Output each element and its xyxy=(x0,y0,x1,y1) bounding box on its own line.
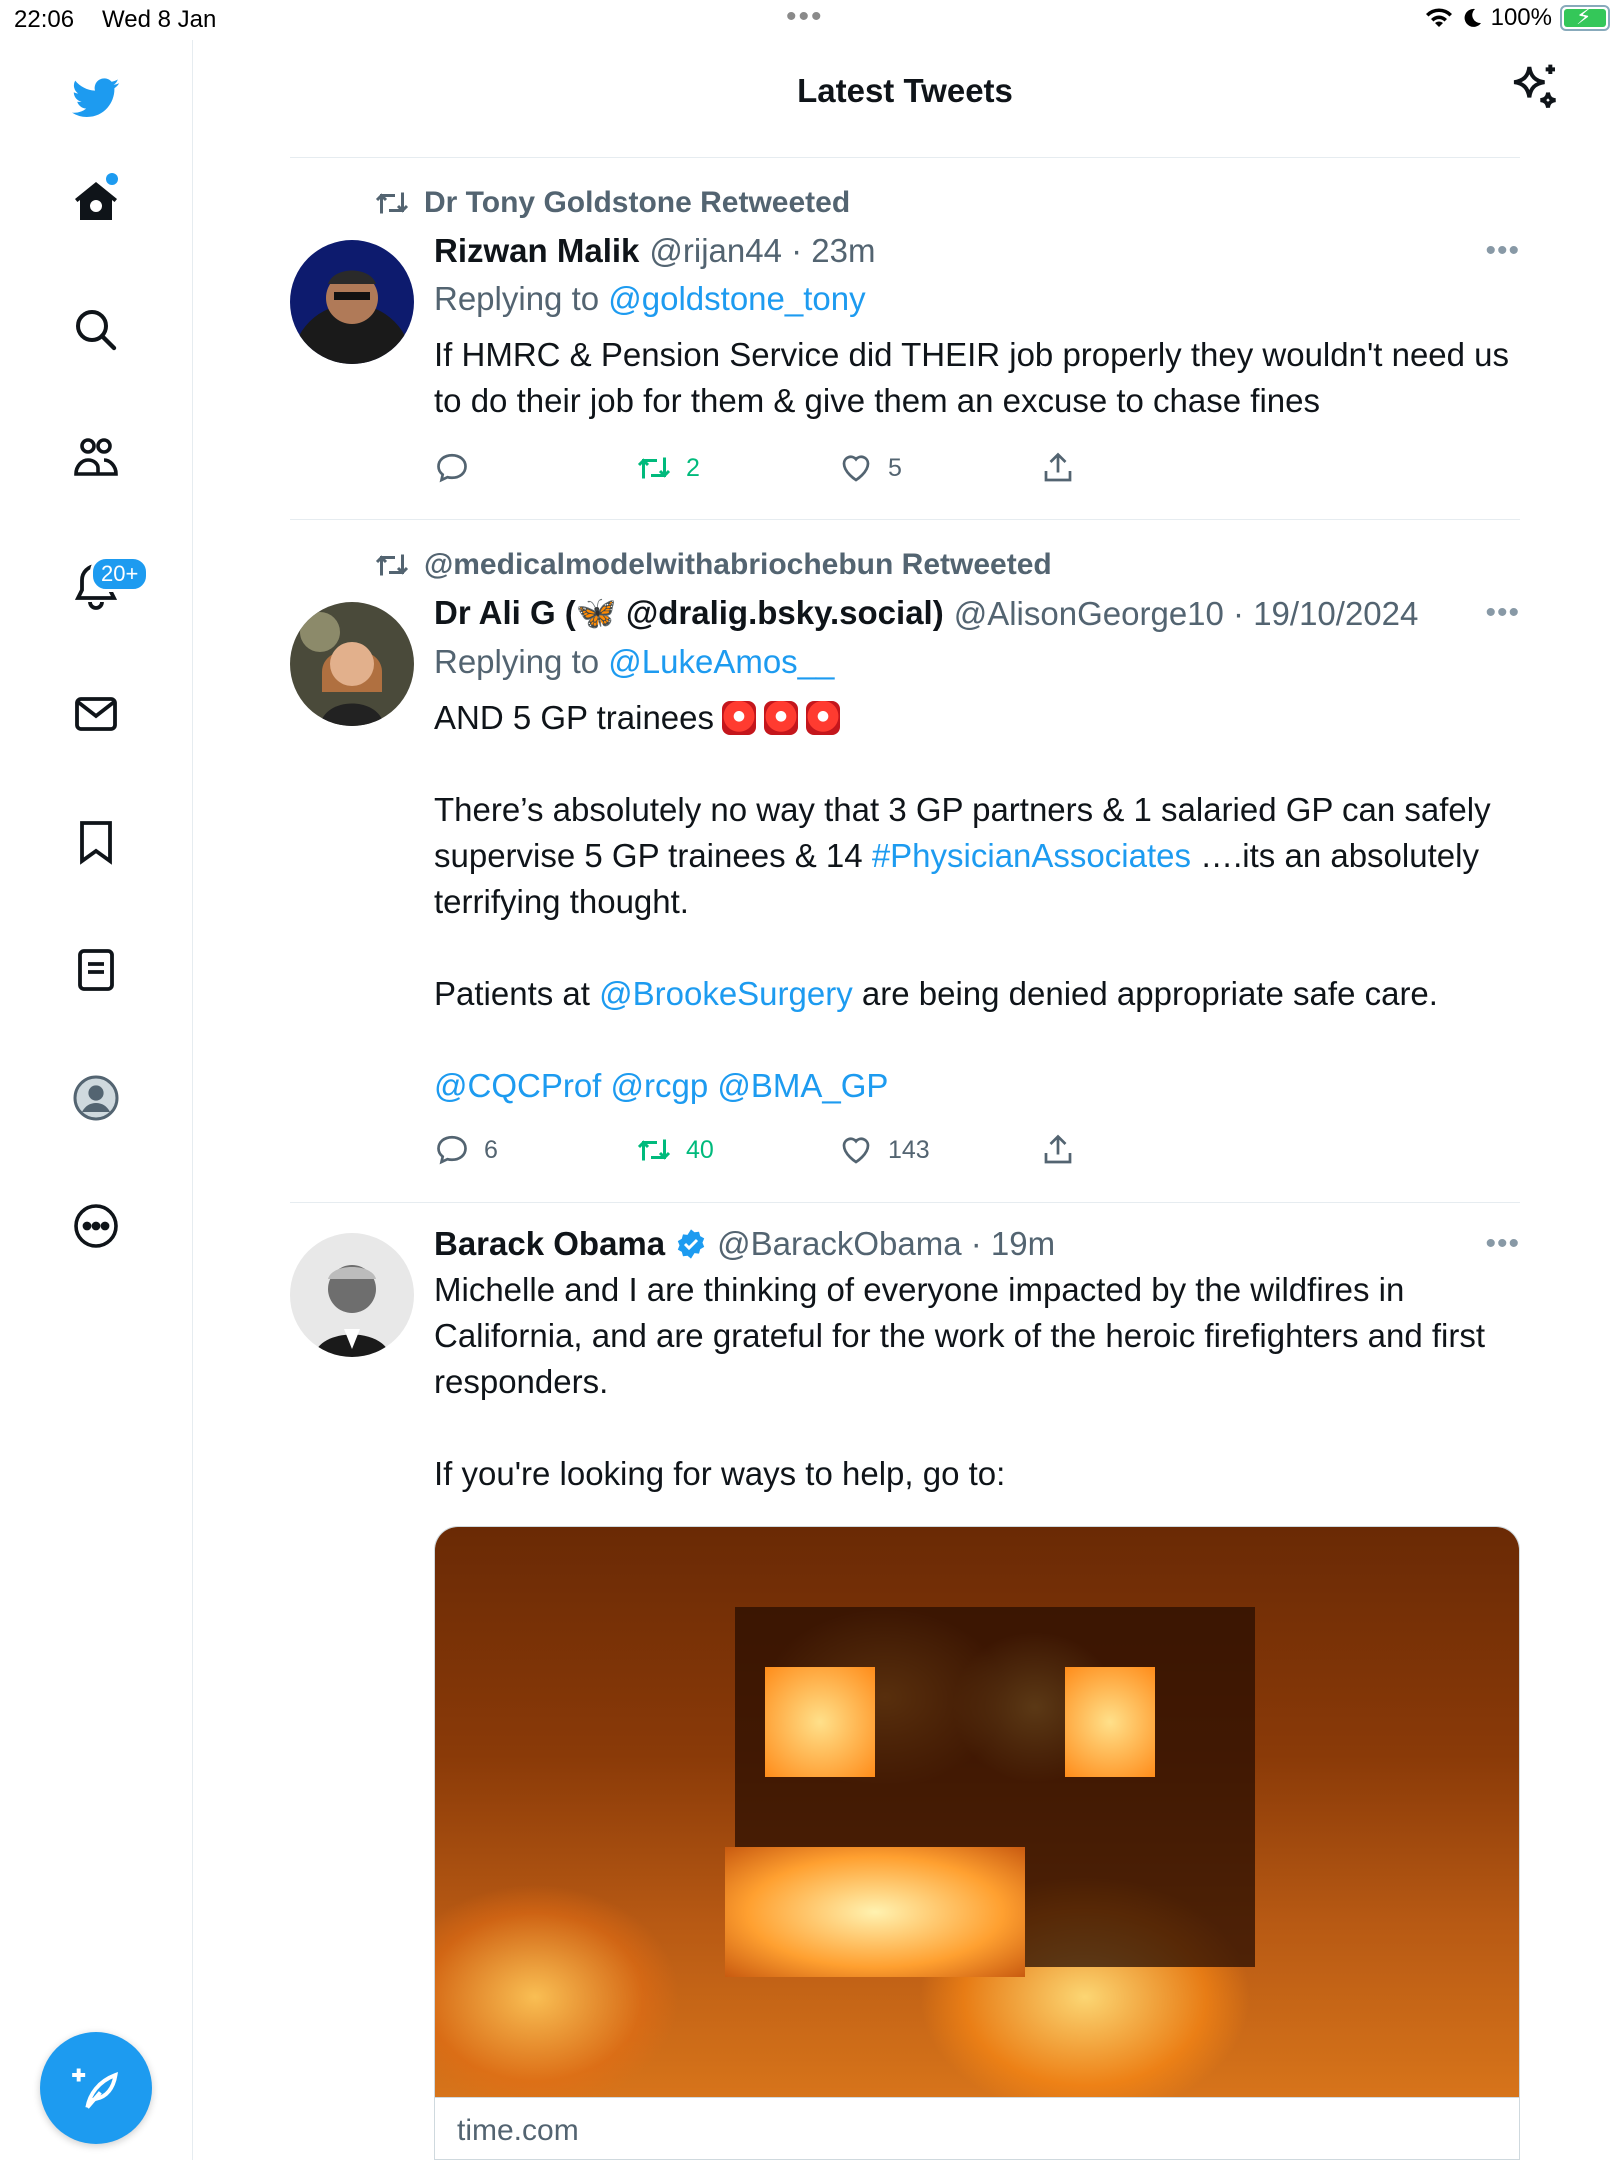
notifications-badge: 20+ xyxy=(90,556,149,592)
page-title: Latest Tweets xyxy=(797,72,1013,109)
reply-button[interactable] xyxy=(434,450,636,486)
retweet-context xyxy=(374,548,1052,582)
burning-house-silhouette xyxy=(735,1607,1255,1967)
avatar[interactable] xyxy=(290,240,414,364)
share-button[interactable] xyxy=(1040,450,1242,486)
twitter-logo-icon[interactable] xyxy=(66,68,126,128)
tweet-text-line: AND 5 GP trainees xyxy=(434,699,715,736)
tweet-more-icon[interactable]: ••• xyxy=(1485,1227,1520,1260)
reply-context xyxy=(434,280,1520,318)
status-time: 22:06 xyxy=(14,6,75,33)
reply-icon xyxy=(434,1132,470,1168)
sparkle-icon[interactable] xyxy=(1506,60,1562,116)
author-handle[interactable]: @rijan44 · 23m xyxy=(649,232,876,269)
author-name[interactable]: Dr Ali G (🦋 @dralig.bsky.social) xyxy=(434,594,944,631)
reply-prefix: Replying to xyxy=(434,643,609,680)
tweet-text xyxy=(434,695,1520,1109)
reply-context xyxy=(434,643,1520,681)
tweet-text-paragraph: are being denied appropriate safe care. xyxy=(852,975,1438,1012)
more-options-icon[interactable] xyxy=(66,1196,126,1256)
retweet-count: 2 xyxy=(686,453,700,482)
retweet-button[interactable] xyxy=(636,1132,838,1168)
moon-icon xyxy=(1461,7,1483,29)
hashtag-link[interactable]: #PhysicianAssociates xyxy=(871,837,1191,874)
tweet-content xyxy=(434,594,1520,1109)
tweet-actions xyxy=(434,450,1242,486)
wildfire-image xyxy=(435,1527,1519,2097)
avatar[interactable] xyxy=(290,1233,414,1357)
home-unread-dot xyxy=(106,173,118,185)
retweeted-by-label: Dr Tony Goldstone Retweeted xyxy=(424,186,851,219)
avatar[interactable] xyxy=(290,602,414,726)
mention-link[interactable]: @BrookeSurgery xyxy=(599,975,853,1012)
link-domain[interactable]: time.com xyxy=(435,2097,1519,2160)
like-count: 5 xyxy=(888,453,902,482)
heart-icon xyxy=(838,450,874,486)
siren-emoji-icon xyxy=(764,701,798,735)
siren-emoji-icon xyxy=(806,701,840,735)
tweet-text: Michelle and I are thinking of everyone impacted by the wildfires in California, and are grateful for the work of the heroic firefighters and first responders. If you're looking for ways to help, go to: xyxy=(434,1271,1486,1492)
tweet-author-line xyxy=(434,232,1520,270)
like-button[interactable] xyxy=(838,450,1040,486)
retweet-icon xyxy=(636,1132,672,1168)
share-button[interactable] xyxy=(1040,1132,1242,1168)
reply-button[interactable] xyxy=(434,1132,636,1168)
tweet-content xyxy=(434,1225,1520,1497)
reply-mention-link[interactable]: @LukeAmos__ xyxy=(608,643,835,680)
tweet-more-icon[interactable]: ••• xyxy=(1485,234,1520,267)
bookmarks-icon[interactable] xyxy=(66,812,126,872)
retweeted-by-label: @medicalmodelwithabriochebun Retweeted xyxy=(424,548,1052,581)
tweet-text: If HMRC & Pension Service did THEIR job properly they wouldn't need us to do their job for them & give them an excuse to chase fines xyxy=(434,336,1519,419)
multitasking-dots-icon[interactable]: ••• xyxy=(786,0,824,33)
retweet-icon xyxy=(374,188,410,218)
reply-count: 6 xyxy=(484,1135,498,1164)
communities-icon[interactable] xyxy=(66,428,126,488)
author-handle[interactable]: @BarackObama · 19m xyxy=(717,1225,1056,1262)
reply-prefix: Replying to xyxy=(434,280,609,317)
compose-feather-icon xyxy=(70,2062,122,2114)
burning-garage xyxy=(725,1847,1025,1977)
burning-window xyxy=(765,1667,875,1777)
author-name[interactable]: Barack Obama xyxy=(434,1225,666,1262)
heart-icon xyxy=(838,1132,874,1168)
wifi-icon xyxy=(1425,7,1453,29)
status-date: Wed 8 Jan xyxy=(102,6,217,33)
tweet-actions xyxy=(434,1132,1242,1168)
tweet-card[interactable] xyxy=(290,158,1520,520)
retweet-button[interactable] xyxy=(636,450,838,486)
battery-percent: 100% xyxy=(1490,4,1552,31)
link-card[interactable] xyxy=(434,1526,1520,2160)
like-count: 143 xyxy=(888,1135,930,1164)
burning-window xyxy=(1065,1667,1155,1777)
retweet-icon xyxy=(374,550,410,580)
tweet-author-line xyxy=(434,1225,1520,1263)
status-right xyxy=(1425,4,1610,32)
tweet-more-icon[interactable]: ••• xyxy=(1485,596,1520,629)
compose-tweet-button[interactable] xyxy=(40,2032,152,2144)
profile-avatar-icon[interactable] xyxy=(66,1068,126,1128)
tweet-content xyxy=(434,232,1520,424)
retweet-context xyxy=(374,186,850,220)
battery-icon: ⚡ xyxy=(1560,5,1610,31)
search-icon[interactable] xyxy=(66,300,126,360)
siren-emoji-icon xyxy=(722,701,756,735)
reply-icon xyxy=(434,450,470,486)
like-button[interactable] xyxy=(838,1132,1040,1168)
author-handle[interactable]: @AlisonGeorge10 · 19/10/2024 xyxy=(953,594,1419,632)
retweet-icon xyxy=(636,450,672,486)
tweet-text-paragraph: Patients at xyxy=(434,975,600,1012)
tweet-card[interactable] xyxy=(290,520,1520,1203)
verified-badge-icon xyxy=(675,1228,707,1260)
share-icon xyxy=(1040,1132,1076,1168)
mention-links[interactable]: @CQCProf @rcgp @BMA_GP xyxy=(434,1067,889,1104)
tweet-text-paragraph: ….its an absolutely terrifying thought. xyxy=(434,837,1489,920)
tweet-text-paragraph: There’s absolutely no way that 3 GP partners & 1 salaried GP can safely supervise 5 GP trainees & 14 xyxy=(434,791,1500,874)
tweet-author-line xyxy=(434,594,1520,633)
author-name[interactable]: Rizwan Malik xyxy=(434,232,640,269)
lists-icon[interactable] xyxy=(66,940,126,1000)
timeline-header xyxy=(290,40,1520,158)
sidebar xyxy=(0,40,193,2160)
messages-icon[interactable] xyxy=(66,684,126,744)
reply-mention-link[interactable]: @goldstone_tony xyxy=(608,280,866,317)
status-bar xyxy=(0,0,1620,40)
share-icon xyxy=(1040,450,1076,486)
retweet-count: 40 xyxy=(686,1135,714,1164)
